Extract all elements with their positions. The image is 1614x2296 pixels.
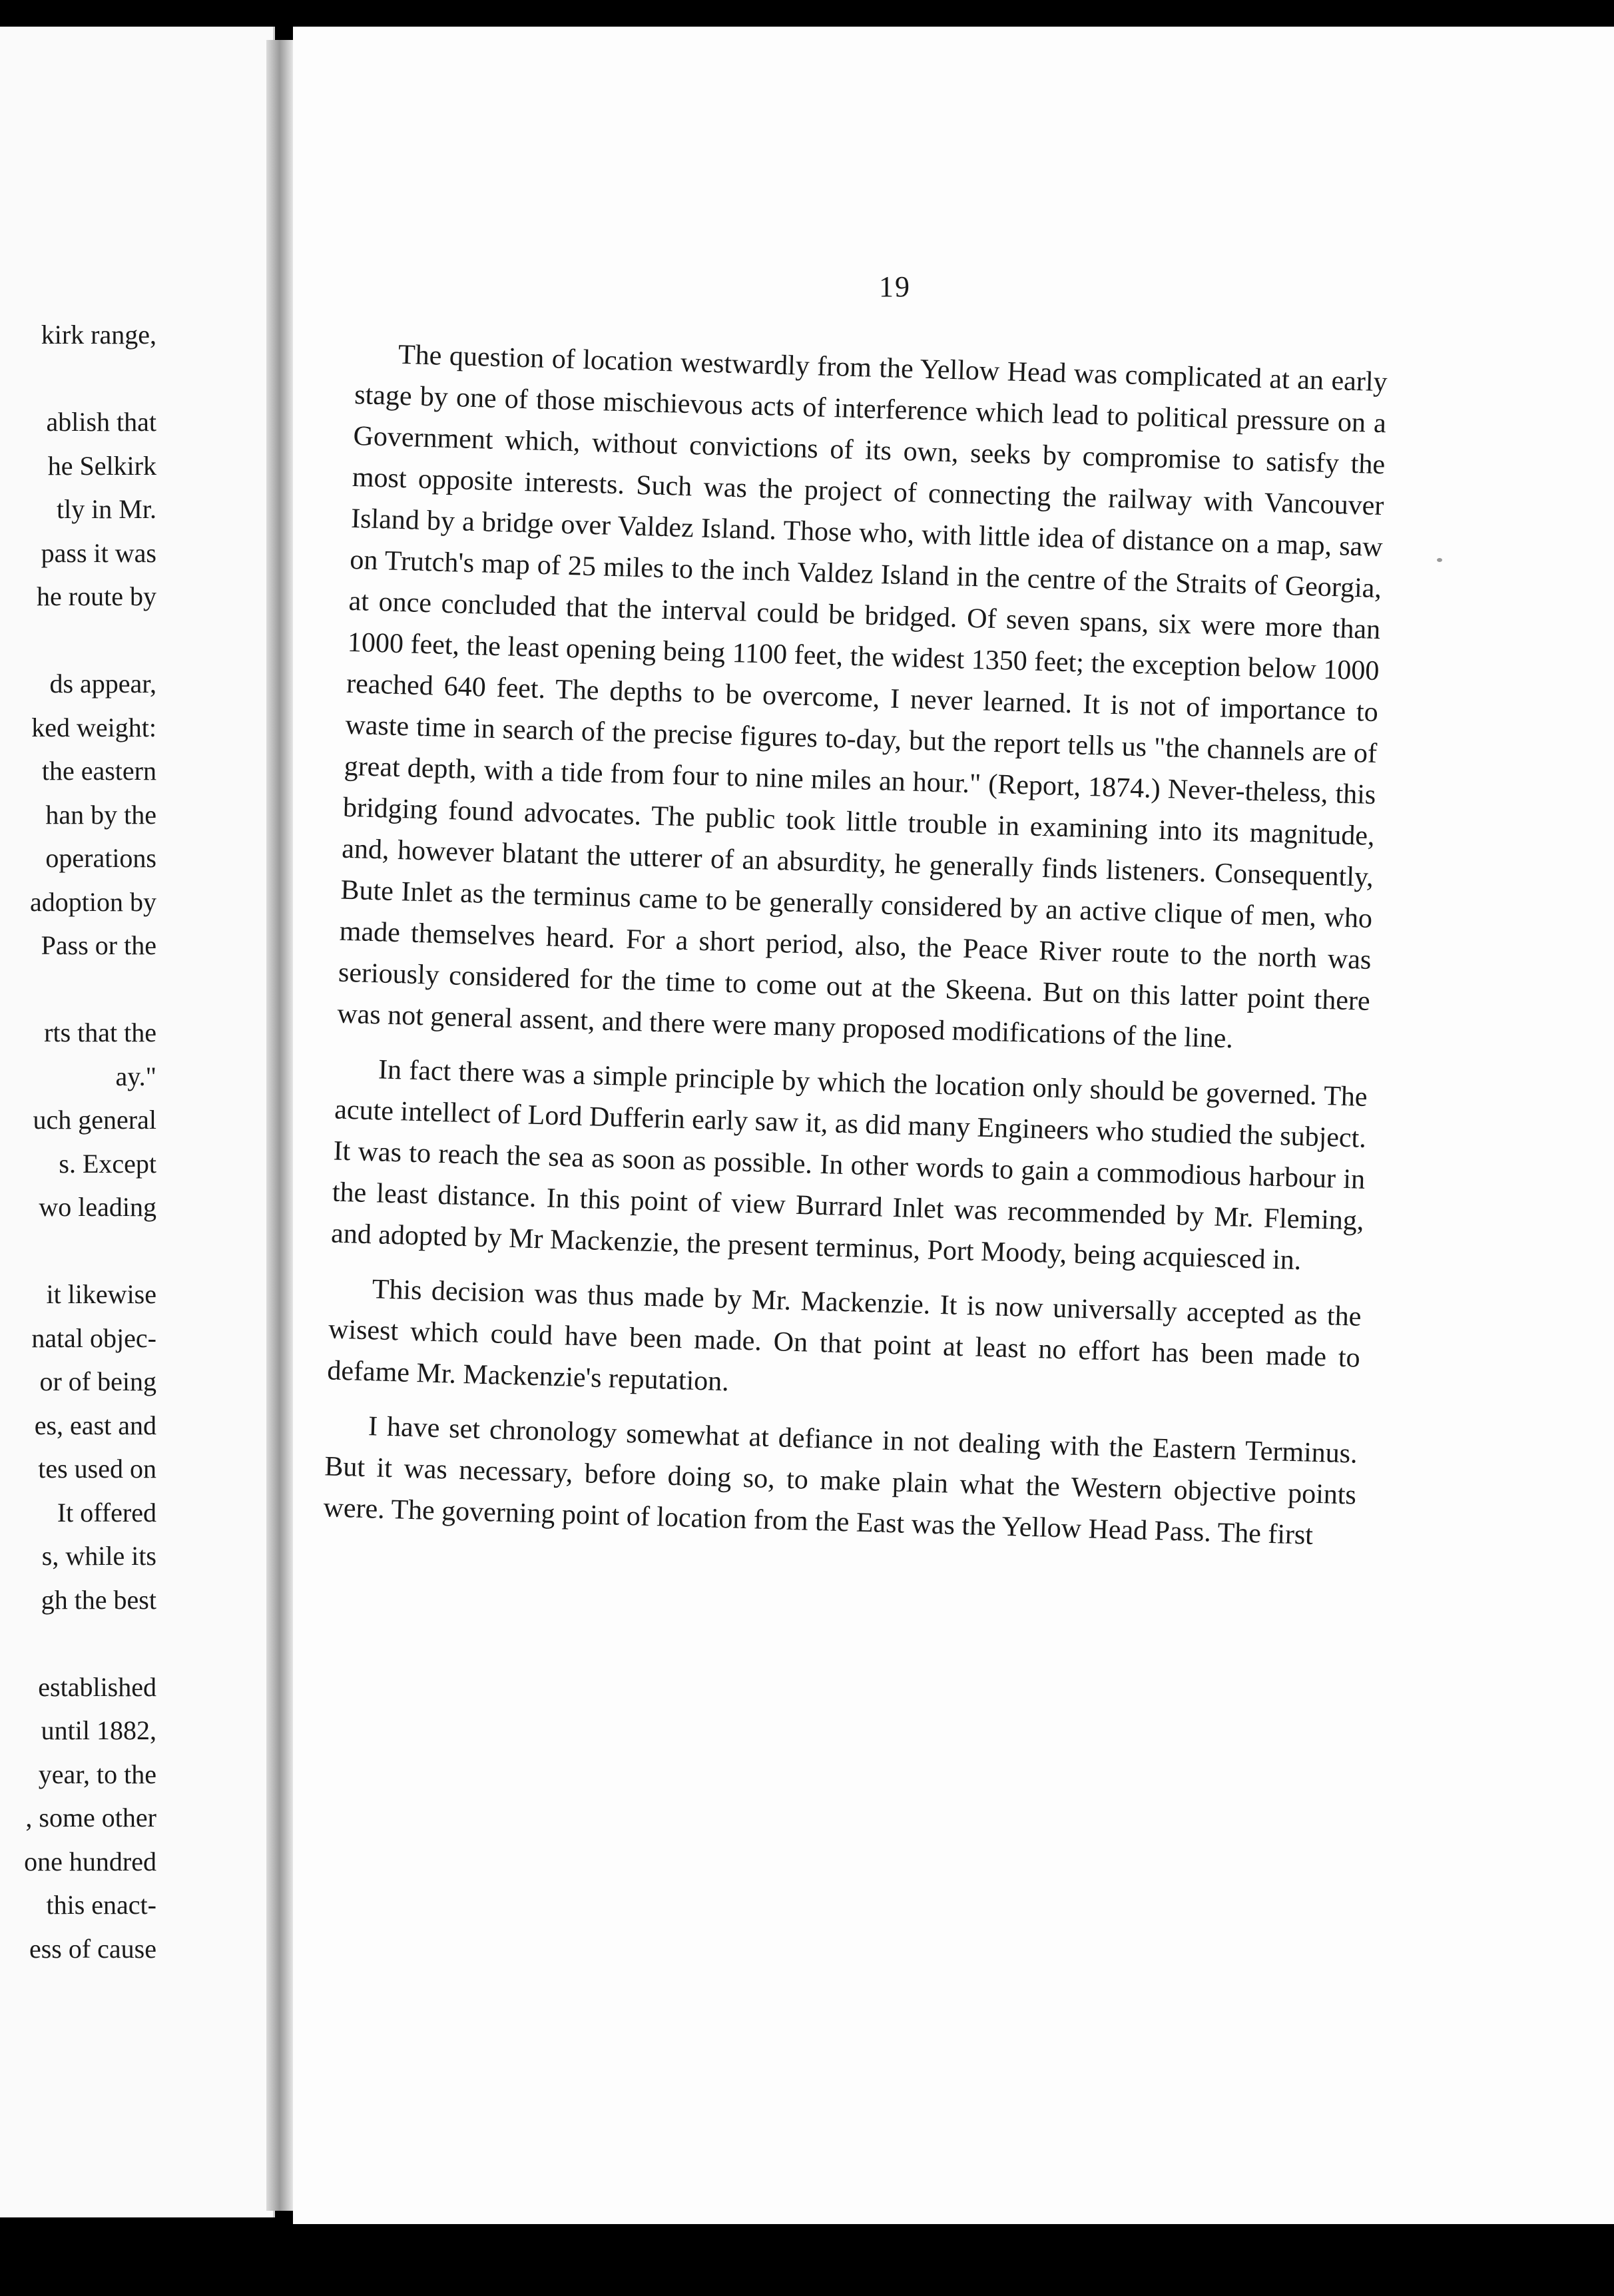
left-page-line: es, east and [34,1410,156,1440]
left-page-line: tly in Mr. [56,494,156,524]
left-page-line: operations [45,843,156,873]
left-page-line: s. Except [59,1148,156,1179]
left-page-line: ablish that [46,407,156,437]
left-page-line: rts that the [44,1017,156,1047]
paragraph: This decision was thus made by Mr. Mackenzie. It is now universally accepted as the wisest which could have been made. On that point at least no effort has been made to defame Mr. Mackenzie's reputation. [326,1274,1362,1398]
paragraph: The question of location westwardly from the Yellow Head was complicated at an early stage by one of those mischievous acts of interference which lead to political pressure on a Government which, without convictions of its own, seeks by compromise to satisfy the most opposite interests. Such was the project of connecting the railway with Vancouver Island by a bridge over Valdez Island. Those who, with little idea of distance on a map, saw on Trutch's map of 25 miles to the inch Valdez Island in the centre of the Straits of Georgia, at once concluded that the interval could be bridged. Of seven spans, six were more than 1000 feet, the least opening being 1100 feet, the widest 1350 feet; the exception below 1000 reached 640 feet. The depths to be overcome, I never learned. It is not of importance to waste time in search of the precise figures to-day, but the report tells us "the channels are of great depth, with a tide from four to nine miles an hour." (Report, 1874.) Never-theless, this bridging found advocates. The public took little trouble in examining into its magnitude, and, however blatant the utterer of an absurdity, he generally finds listeners. Consequently, Bute Inlet as the terminus came to be generally considered by an active clique of men, who made themselves heard. For a short period, also, the Peace River route to the north was seriously considered for the time to come out at the Skeena. But on this latter point there was not general assent, and there were many proposed modifications of the line. [336,339,1388,1055]
left-page-line [0,1229,263,1273]
left-page-line: kirk range, [41,320,156,350]
left-page-line: until 1882, [41,1715,156,1745]
left-page-line: s, while its [41,1541,156,1571]
paragraph: I have set chronology somewhat at defiance in not dealing with the Eastern Terminus. But it was necessary, before doing so, to make plain what the Western objective points were. The governing point of location from the East was the Yellow Head Pass. The first [323,1411,1358,1551]
left-page-line: ked weight: [31,712,156,742]
left-page-line: ay." [115,1061,156,1091]
page-body-text [322,333,1388,1571]
book-gutter [266,40,293,2211]
left-page-line: tes used on [38,1454,156,1484]
left-page-line [0,357,263,401]
left-page-line [0,619,263,663]
left-page-line: he Selkirk [47,450,156,481]
left-page-line: han by the [45,799,156,830]
left-page-line: established [38,1671,156,1702]
left-page-line [0,968,263,1011]
left-page-line: gh the best [41,1584,156,1615]
left-page-line: uch general [33,1105,156,1135]
page-number: 19 [879,270,911,303]
left-page-line: year, to the [38,1759,156,1789]
left-page-line: ess of cause [29,1933,156,1964]
left-page-line: he route by [37,581,156,611]
paragraph: In fact there was a simple principle by which the location only should be governed. The acute intellect of Lord Dufferin early saw it, as did many Engineers who studied the subject. It was to reach the sea as soon as possible. In other words to gain a commodious harbour in the least distance. In this point of view Burrard Inlet was recommended by Mr. Fleming, and adopted by Mr Mackenzie, the present terminus, Port Moody, being acquiesced in. [330,1054,1368,1277]
left-page-line: or of being [39,1366,156,1396]
left-page-line: ds appear, [49,669,156,699]
left-page-line: the eastern [41,756,156,786]
left-page-line: pass it was [41,537,156,568]
left-page-line: this enact- [46,1890,156,1920]
left-page-line: Pass or the [41,930,156,960]
left-page-line: , some other [25,1803,156,1833]
left-page [0,27,275,2217]
left-page-line: natal objec- [31,1322,156,1353]
left-page-line [0,1621,263,1665]
left-page-text-fragments [0,313,263,1970]
left-page-line: it likewise [46,1279,156,1309]
left-page-line: wo leading [39,1192,156,1222]
left-page-line: It offered [57,1497,156,1528]
left-page-line: one hundred [24,1846,156,1876]
scan-speck [1437,558,1442,562]
left-page-line: adoption by [30,886,156,917]
